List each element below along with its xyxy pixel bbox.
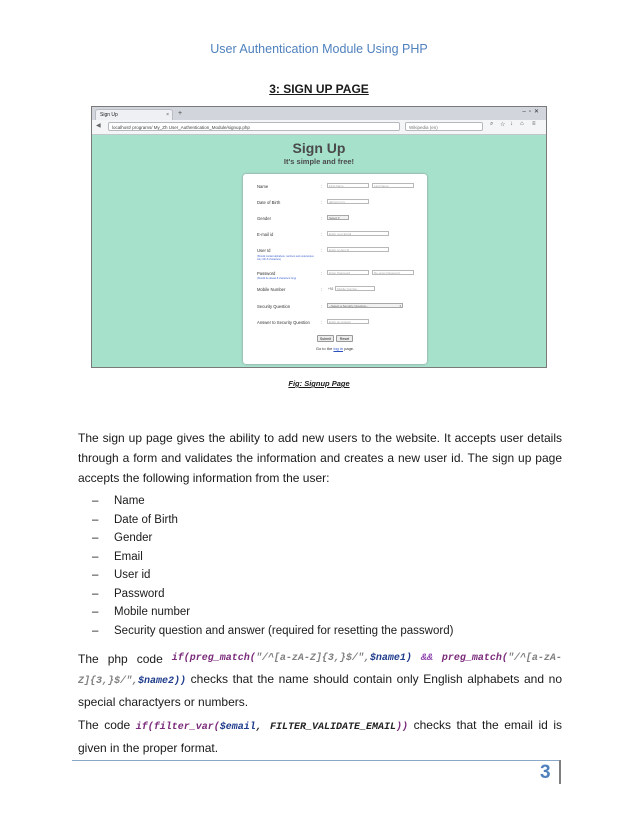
code-snippet xyxy=(172,649,412,669)
colon: : xyxy=(321,271,323,276)
list-item-text: Name xyxy=(114,495,145,507)
password-hint: (Should be atleast 8 characters long) xyxy=(257,277,297,280)
goto-prefix: Go to the xyxy=(315,346,333,351)
info-list xyxy=(92,492,453,640)
mobile-label: Mobile Number xyxy=(257,287,286,292)
security-question-value: --Select a Security Question-- xyxy=(329,304,369,308)
intro-paragraph: The sign up page gives the ability to add new users to the website. It accepts user details through a form and validates the information and creates a new user id. The sign up page accepts the following information from the user: xyxy=(78,431,562,485)
list-item-text: Email xyxy=(114,550,143,563)
userid-hint: (Should contain alphabets, numbers and underscores only. Min 8 characters) xyxy=(257,255,314,261)
email-code-paragraph xyxy=(78,715,562,758)
code-token: if(filter_var( xyxy=(135,722,220,733)
security-question-label: Security Question xyxy=(257,304,291,309)
close-icon[interactable]: × xyxy=(166,112,169,118)
colon: : xyxy=(321,216,323,221)
login-link[interactable]: log in xyxy=(333,346,343,351)
page-number-bar xyxy=(559,760,561,784)
php-para-tail: checks that the name should contain only English alphabets and no special charactyers or numbers. xyxy=(78,672,562,709)
list-item-text: Password xyxy=(114,587,165,600)
new-tab-icon[interactable]: + xyxy=(178,110,183,117)
gender-label: Gender xyxy=(257,216,271,221)
reset-button[interactable]: Reset xyxy=(336,335,353,342)
signup-subheading: It's simple and free! xyxy=(283,157,355,166)
dob-input[interactable]: dd/mm/yyyy xyxy=(327,199,369,204)
php-code-line xyxy=(78,649,562,669)
security-question-select[interactable] xyxy=(327,303,403,308)
colon: : xyxy=(321,232,323,237)
password-input[interactable]: Enter Password xyxy=(327,270,369,275)
list-item xyxy=(92,603,453,622)
signup-heading: Sign Up xyxy=(292,140,346,156)
colon: : xyxy=(321,184,323,189)
code-token: Z]{3,}$/", xyxy=(78,676,139,687)
list-item-text: Security question and answer (required for resetting the password) xyxy=(114,624,454,637)
list-item-text: User id xyxy=(114,569,151,581)
email-para-lead: The code xyxy=(78,718,136,732)
mobile-prefix: +91 xyxy=(328,287,334,291)
tab-title: Sign Up xyxy=(100,112,118,118)
colon: : xyxy=(321,304,323,309)
php-code-paragraph xyxy=(78,669,562,712)
signup-form xyxy=(243,174,427,364)
code-token: $name1) xyxy=(369,653,412,664)
back-icon[interactable]: ◀ xyxy=(96,123,101,129)
code-token: "/^[a-zA- xyxy=(507,653,562,664)
email-input[interactable]: Enter your Email xyxy=(327,231,389,236)
list-item-text: Date of Birth xyxy=(114,513,178,526)
code-token: $name2)) xyxy=(138,676,187,687)
email-para-tail: checks that the email id is given in the proper format. xyxy=(78,718,563,755)
running-header: User Authentication Module Using PHP xyxy=(210,42,428,56)
list-dash: – xyxy=(92,569,99,581)
download-icon[interactable]: ↓ xyxy=(510,121,513,127)
browser-search-input[interactable]: Wikipedia (en) xyxy=(405,122,483,131)
list-item xyxy=(92,511,453,530)
answer-label: Answer to Security Question xyxy=(257,320,310,325)
section-title: 3: SIGN UP PAGE xyxy=(269,82,369,96)
goto-login-text xyxy=(243,346,427,351)
colon: : xyxy=(321,248,323,253)
gender-selected-value: Select xyxy=(329,216,338,220)
footer-divider xyxy=(72,760,559,761)
list-item-text: Mobile number xyxy=(114,606,191,618)
code-token: preg_match( xyxy=(441,653,508,664)
chevron-down-icon: ▾ xyxy=(399,304,401,308)
list-item xyxy=(92,585,453,604)
list-dash: – xyxy=(92,532,99,544)
mobile-input[interactable]: Mobile Number xyxy=(335,286,375,291)
list-dash: – xyxy=(92,495,99,507)
home-icon[interactable]: ⌂ xyxy=(520,121,524,127)
code-token: if(preg_match( xyxy=(171,653,256,664)
list-item-text: Gender xyxy=(114,532,153,544)
code-token: , FILTER_VALIDATE_EMAIL xyxy=(255,722,397,733)
list-item xyxy=(92,529,453,548)
code-snippet xyxy=(442,649,562,669)
list-dash: – xyxy=(92,513,99,526)
list-item xyxy=(92,548,453,567)
list-dash: – xyxy=(92,587,99,600)
password-label: Password xyxy=(257,271,276,276)
submit-button[interactable]: Submit xyxy=(317,335,334,342)
browser-tab[interactable] xyxy=(95,109,173,120)
name-label: Name xyxy=(257,184,269,189)
window-controls-icon[interactable]: –▫✕ xyxy=(522,109,542,115)
search-icon[interactable]: ⌕ xyxy=(490,121,494,127)
answer-input[interactable]: Enter an Answer xyxy=(327,319,369,324)
dob-label: Date of Birth xyxy=(257,200,281,205)
gender-select[interactable]: Select ▾ xyxy=(327,215,349,220)
list-item xyxy=(92,492,453,511)
signup-screenshot-figure xyxy=(91,106,547,368)
colon: : xyxy=(321,200,323,205)
first-name-input[interactable]: First Name xyxy=(327,183,369,188)
list-item xyxy=(92,566,453,585)
userid-label: User Id xyxy=(257,248,271,253)
last-name-input[interactable]: Last Name xyxy=(372,183,414,188)
confirm-password-input[interactable]: Re-enter Password xyxy=(372,270,414,275)
browser-tab-bar xyxy=(92,107,546,120)
php-lead-word: php xyxy=(107,652,128,666)
colon: : xyxy=(321,287,323,292)
page-number: 3 xyxy=(540,762,551,783)
code-token: )) xyxy=(396,722,409,733)
address-input[interactable]: localhost/ programs/ My_Zh User_Authentication_Module/signup.php xyxy=(108,122,400,131)
php-lead-word: The xyxy=(78,652,99,666)
code-token: && xyxy=(420,653,433,664)
browser-url-bar xyxy=(92,120,546,135)
list-item xyxy=(92,622,453,641)
bookmark-icon[interactable]: ☆ xyxy=(500,122,506,128)
colon: : xyxy=(321,320,323,325)
userid-input[interactable]: Enter a User Id xyxy=(327,247,389,252)
code-token: "/^[a-zA-Z]{3,}$/", xyxy=(255,653,370,664)
figure-caption: Fig: Signup Page xyxy=(288,379,350,388)
email-label: E-mail id xyxy=(257,232,274,237)
goto-suffix: page. xyxy=(344,346,355,351)
list-dash: – xyxy=(92,550,99,563)
menu-icon[interactable]: ≡ xyxy=(532,121,536,127)
code-token: $email xyxy=(219,722,256,733)
list-dash: – xyxy=(92,624,99,637)
list-dash: – xyxy=(92,606,99,618)
php-lead-word: code xyxy=(136,652,163,666)
